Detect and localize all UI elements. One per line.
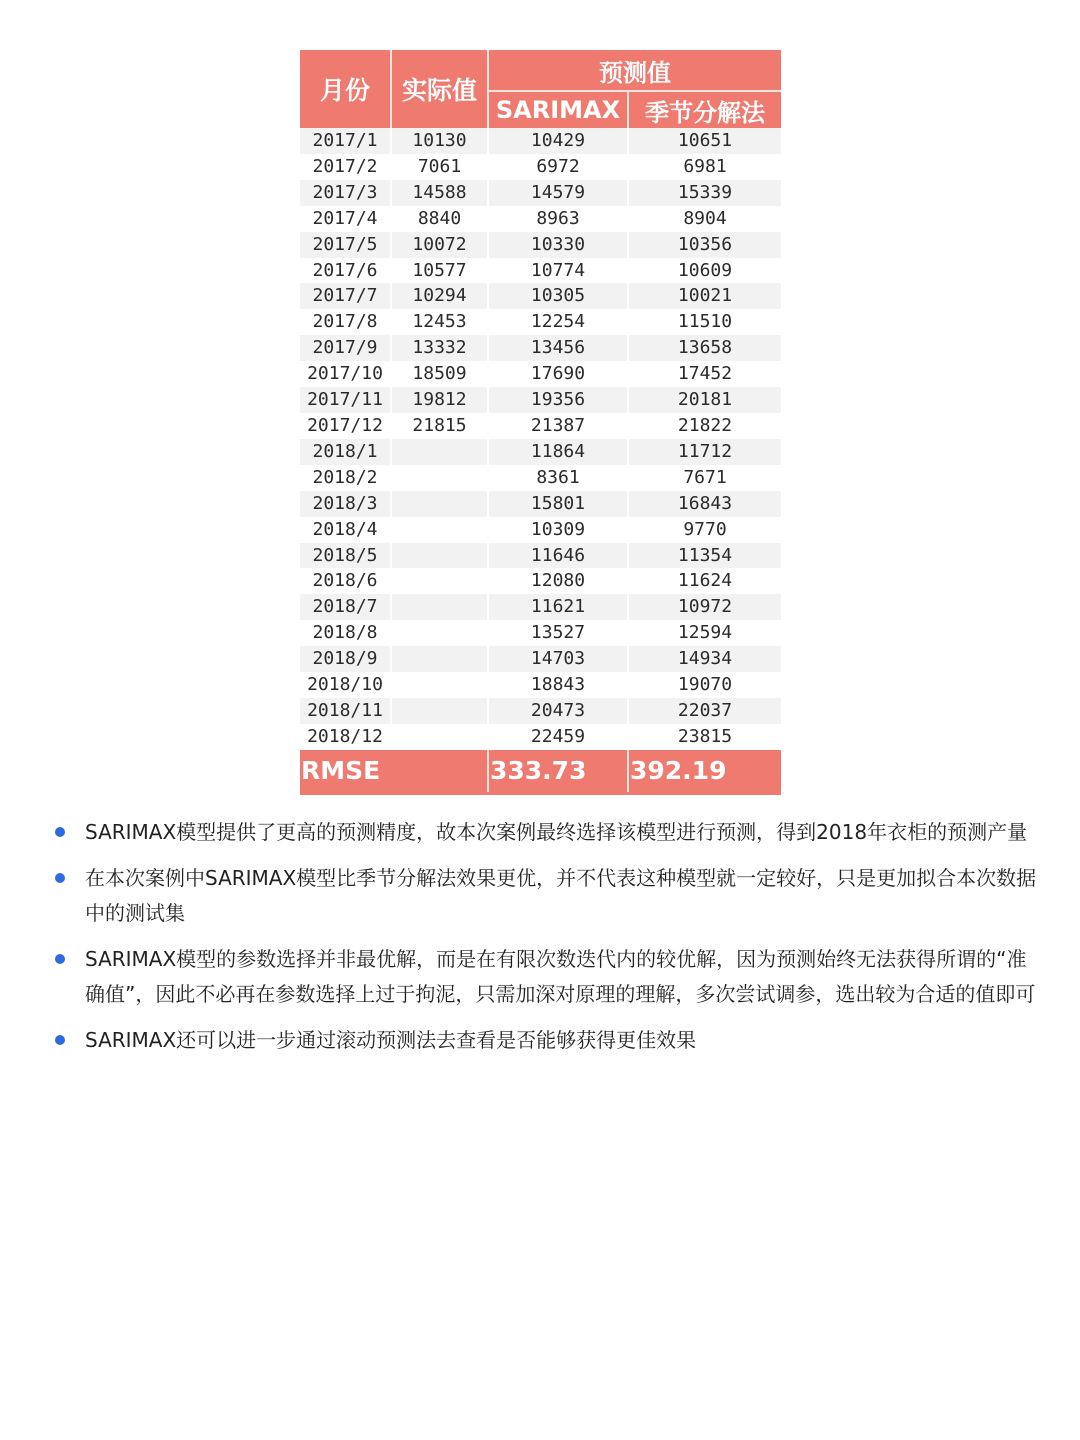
cell-seasonal: 10021 [629,283,781,309]
rmse-row [300,750,781,792]
cell-sarimax: 18843 [489,672,629,698]
cell-month: 2017/10 [300,361,392,387]
cell-seasonal: 16843 [629,491,781,517]
cell-seasonal: 15339 [629,180,781,206]
table-row [300,620,781,646]
bullet-dot-icon [55,1035,65,1045]
cell-sarimax: 11646 [489,543,629,569]
cell-seasonal: 10356 [629,232,781,258]
cell-sarimax: 14703 [489,646,629,672]
cell-month: 2018/5 [300,543,392,569]
rmse-seasonal: 392.19 [629,750,781,792]
table-row [300,517,781,543]
cell-month: 2017/12 [300,413,392,439]
cell-actual [392,543,489,569]
cell-seasonal: 17452 [629,361,781,387]
cell-sarimax: 11621 [489,594,629,620]
cell-seasonal: 22037 [629,698,781,724]
cell-month: 2017/6 [300,258,392,284]
bullet-dot-icon [55,873,65,883]
table-row [300,283,781,309]
table-row [300,491,781,517]
cell-seasonal: 11624 [629,568,781,594]
conclusion-text: SARIMAX模型的参数选择并非最优解，而是在有限次数迭代内的较优解，因为预测始终无法获得所谓的“准确值”，因此不必再在参数选择上过于拘泥，只需加深对原理的理解，多次尝试调参，选出较为合适的值即可 [85,947,1036,1006]
forecast-table-container [300,50,781,795]
cell-sarimax: 20473 [489,698,629,724]
cell-month: 2018/10 [300,672,392,698]
conclusion-text: SARIMAX还可以进一步通过滚动预测法去查看是否能够获得更佳效果 [85,1028,697,1052]
cell-sarimax: 14579 [489,180,629,206]
bullet-dot-icon [55,827,65,837]
cell-seasonal: 12594 [629,620,781,646]
cell-month: 2018/6 [300,568,392,594]
table-row [300,387,781,413]
cell-sarimax: 15801 [489,491,629,517]
cell-month: 2018/7 [300,594,392,620]
rmse-label: RMSE [300,750,489,792]
table-row [300,128,781,154]
cell-actual: 7061 [392,154,489,180]
cell-actual [392,568,489,594]
table-row [300,646,781,672]
cell-month: 2018/9 [300,646,392,672]
cell-actual [392,491,489,517]
table-row [300,206,781,232]
cell-seasonal: 9770 [629,517,781,543]
cell-month: 2017/5 [300,232,392,258]
cell-actual [392,594,489,620]
cell-sarimax: 13527 [489,620,629,646]
cell-seasonal: 10651 [629,128,781,154]
cell-actual: 12453 [392,309,489,335]
conclusion-item [55,1023,1040,1058]
cell-month: 2017/8 [300,309,392,335]
table-row [300,543,781,569]
cell-sarimax: 22459 [489,724,629,750]
cell-sarimax: 10305 [489,283,629,309]
cell-sarimax: 8963 [489,206,629,232]
cell-sarimax: 19356 [489,387,629,413]
cell-actual: 10072 [392,232,489,258]
cell-actual: 14588 [392,180,489,206]
cell-month: 2017/9 [300,335,392,361]
cell-sarimax: 11864 [489,439,629,465]
header-actual: 实际值 [392,50,489,128]
cell-seasonal: 8904 [629,206,781,232]
conclusion-text: 在本次案例中SARIMAX模型比季节分解法效果更优，并不代表这种模型就一定较好，只是更加拟合本次数据中的测试集 [85,866,1037,925]
table-row [300,698,781,724]
table-body [300,128,781,750]
cell-actual: 19812 [392,387,489,413]
cell-actual [392,698,489,724]
table-row [300,439,781,465]
cell-seasonal: 11510 [629,309,781,335]
conclusion-item [55,861,1040,931]
cell-actual: 8840 [392,206,489,232]
cell-actual [392,465,489,491]
table-row [300,724,781,750]
cell-sarimax: 13456 [489,335,629,361]
cell-month: 2018/4 [300,517,392,543]
cell-sarimax: 21387 [489,413,629,439]
rmse-sarimax: 333.73 [489,750,629,792]
cell-seasonal: 10972 [629,594,781,620]
cell-month: 2018/3 [300,491,392,517]
table-row [300,309,781,335]
cell-month: 2017/3 [300,180,392,206]
cell-sarimax: 12254 [489,309,629,335]
cell-sarimax: 10774 [489,258,629,284]
cell-seasonal: 11712 [629,439,781,465]
conclusion-list [55,815,1040,1069]
cell-seasonal: 19070 [629,672,781,698]
header-forecast: 预测值 [489,50,781,92]
header-sarimax: SARIMAX [489,92,629,128]
cell-actual: 10577 [392,258,489,284]
cell-month: 2018/11 [300,698,392,724]
cell-actual: 18509 [392,361,489,387]
table-row [300,154,781,180]
cell-month: 2017/2 [300,154,392,180]
cell-month: 2018/2 [300,465,392,491]
cell-actual [392,620,489,646]
cell-actual [392,724,489,750]
cell-sarimax: 10429 [489,128,629,154]
cell-actual [392,517,489,543]
table-row [300,594,781,620]
cell-seasonal: 20181 [629,387,781,413]
header-month: 月份 [300,50,392,128]
cell-actual: 10130 [392,128,489,154]
header-seasonal: 季节分解法 [629,92,781,128]
cell-seasonal: 11354 [629,543,781,569]
cell-month: 2017/7 [300,283,392,309]
cell-month: 2018/1 [300,439,392,465]
cell-seasonal: 6981 [629,154,781,180]
cell-actual: 21815 [392,413,489,439]
cell-seasonal: 13658 [629,335,781,361]
table-row [300,568,781,594]
cell-sarimax: 8361 [489,465,629,491]
table-row [300,258,781,284]
cell-seasonal: 10609 [629,258,781,284]
cell-sarimax: 12080 [489,568,629,594]
cell-seasonal: 14934 [629,646,781,672]
conclusion-item [55,815,1040,850]
cell-sarimax: 17690 [489,361,629,387]
cell-sarimax: 10309 [489,517,629,543]
table-row [300,361,781,387]
conclusion-item [55,942,1040,1012]
cell-seasonal: 23815 [629,724,781,750]
table-row [300,335,781,361]
table-bottom-border [300,792,781,795]
forecast-table [300,50,781,792]
bullet-dot-icon [55,954,65,964]
table-row [300,413,781,439]
cell-actual: 10294 [392,283,489,309]
cell-sarimax: 6972 [489,154,629,180]
table-row [300,465,781,491]
cell-month: 2017/4 [300,206,392,232]
cell-actual: 13332 [392,335,489,361]
cell-seasonal: 21822 [629,413,781,439]
cell-month: 2018/12 [300,724,392,750]
cell-actual [392,672,489,698]
table-row [300,672,781,698]
cell-actual [392,439,489,465]
cell-sarimax: 10330 [489,232,629,258]
cell-month: 2017/1 [300,128,392,154]
cell-seasonal: 7671 [629,465,781,491]
conclusion-text: SARIMAX模型提供了更高的预测精度，故本次案例最终选择该模型进行预测，得到2018年衣柜的预测产量 [85,820,1028,844]
table-row [300,180,781,206]
cell-actual [392,646,489,672]
table-row [300,232,781,258]
cell-month: 2018/8 [300,620,392,646]
cell-month: 2017/11 [300,387,392,413]
